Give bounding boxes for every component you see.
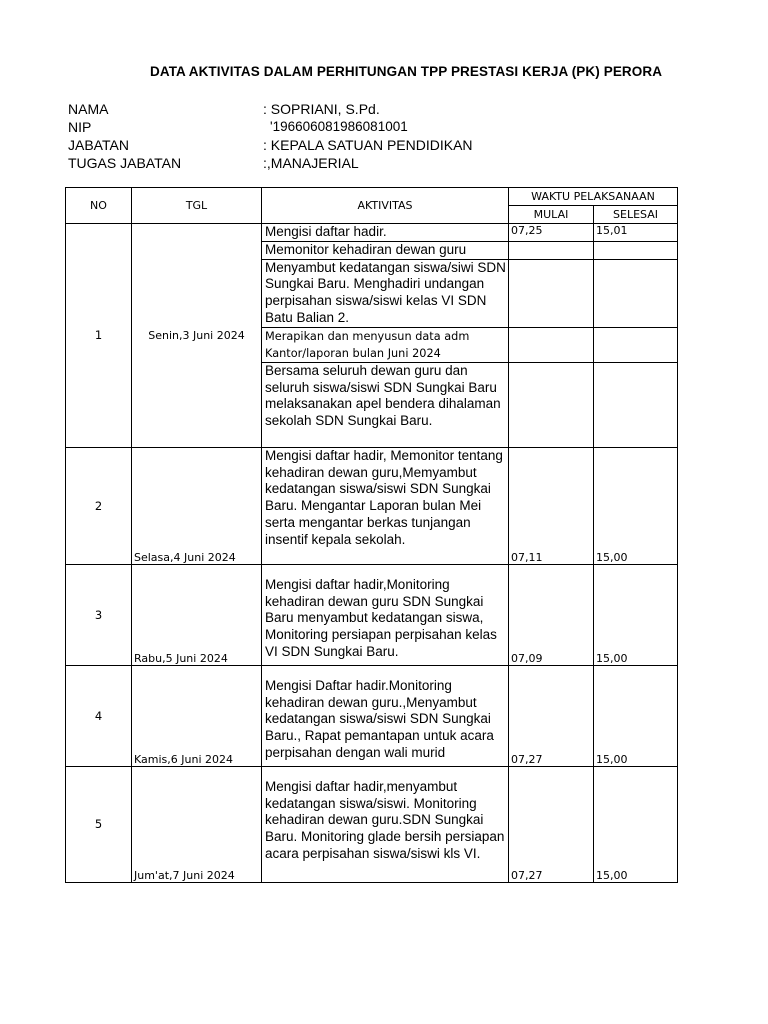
table-row [66,447,678,564]
jabatan-value: : KEPALA SATUAN PENDIDIKAN [263,137,473,153]
mulai-cell [509,241,594,259]
activity-cell: Merapikan dan menyusun data adm Kantor/laporan bulan Juni 2024 [262,327,509,362]
activity-cell: Mengisi daftar hadir. [262,224,509,242]
mulai-cell [509,327,594,362]
table-row [66,564,678,665]
row-date: Senin,3 Juni 2024 [132,224,262,448]
table-row [66,665,678,766]
mulai-cell: 07,27 [509,665,594,766]
selesai-cell: 15,00 [594,447,678,564]
nama-label: NAMA [68,101,109,117]
activity-cell: Mengisi daftar hadir,Monitoring kehadiran dewan guru SDN Sungkai Baru menyambut kedatangan siswa, Monitoring persiapan perpisahan kelas VI SDN Sungkai Baru. [262,564,509,665]
row-number: 5 [66,766,132,882]
selesai-cell: 15,00 [594,665,678,766]
selesai-cell: 15,00 [594,564,678,665]
employee-info [68,100,668,172]
mulai-cell: 07,25 [509,224,594,242]
selesai-cell: 15,01 [594,224,678,242]
table-row [66,224,678,242]
info-row-nama [68,100,668,118]
activity-cell: Mengisi daftar hadir, Memonitor tentang kehadiran dewan guru,Memyambut kedatangan siswa/siswi SDN Sungkai Baru. Mengantar Laporan bulan Mei serta mengantar berkas tunjangan insentif kepala sekolah. [262,447,509,564]
mulai-cell [509,362,594,447]
info-row-jabatan [68,136,668,154]
selesai-cell [594,362,678,447]
mulai-cell: 07,27 [509,766,594,882]
document-title: DATA AKTIVITAS DALAM PERHITUNGAN TPP PRESTASI KERJA (PK) PERORA [150,64,663,79]
selesai-cell [594,259,678,327]
tugas-value: :,MANAJERIAL [263,155,359,171]
row-date: Rabu,5 Juni 2024 [132,564,262,665]
info-row-nip [68,118,668,136]
row-number: 1 [66,224,132,448]
activity-cell: Menyambut kedatangan siswa/siwi SDN Sungkai Baru. Menghadiri undangan perpisahan siswa/siswi kelas VI SDN Batu Balian 2. [262,259,509,327]
header-no: NO [66,188,132,224]
header-mulai: MULAI [509,206,594,224]
activity-cell: Mengisi daftar hadir,menyambut kedatangan siswa/siswi. Monitoring kehadiran dewan guru.SDN Sungkai Baru. Monitoring glade bersih persiapan acara perpisahan siswa/siswi kls VI. [262,766,509,882]
row-number: 2 [66,447,132,564]
info-row-tugas [68,154,668,172]
selesai-cell [594,327,678,362]
row-date: Selasa,4 Juni 2024 [132,447,262,564]
row-date: Jum'at,7 Juni 2024 [132,766,262,882]
header-selesai: SELESAI [594,206,678,224]
table-row [66,766,678,882]
nip-value: '196606081986081001 [270,119,408,134]
mulai-cell [509,259,594,327]
activity-cell: Mengisi Daftar hadir.Monitoring kehadiran dewan guru.,Menyambut kedatangan siswa/siswi SDN Sungkai Baru., Rapat pemantapan untuk acara perpisahan dengan wali murid [262,665,509,766]
tugas-label: TUGAS JABATAN [68,155,182,171]
nip-label: NIP [68,119,92,135]
jabatan-label: JABATAN [68,137,129,153]
header-tgl: TGL [132,188,262,224]
activity-table [65,187,678,883]
nama-value: : SOPRIANI, S.Pd. [263,101,380,117]
selesai-cell [594,241,678,259]
activity-cell: Memonitor kehadiran dewan guru [262,241,509,259]
row-number: 4 [66,665,132,766]
header-aktivitas: AKTIVITAS [262,188,509,224]
selesai-cell: 15,00 [594,766,678,882]
activity-cell: Bersama seluruh dewan guru dan seluruh siswa/siswi SDN Sungkai Baru melaksanakan apel bendera dihalaman sekolah SDN Sungkai Baru. [262,362,509,447]
mulai-cell: 07,11 [509,447,594,564]
row-number: 3 [66,564,132,665]
mulai-cell: 07,09 [509,564,594,665]
header-waktu-pelaksanaan: WAKTU PELAKSANAAN [509,188,678,206]
row-date: Kamis,6 Juni 2024 [132,665,262,766]
